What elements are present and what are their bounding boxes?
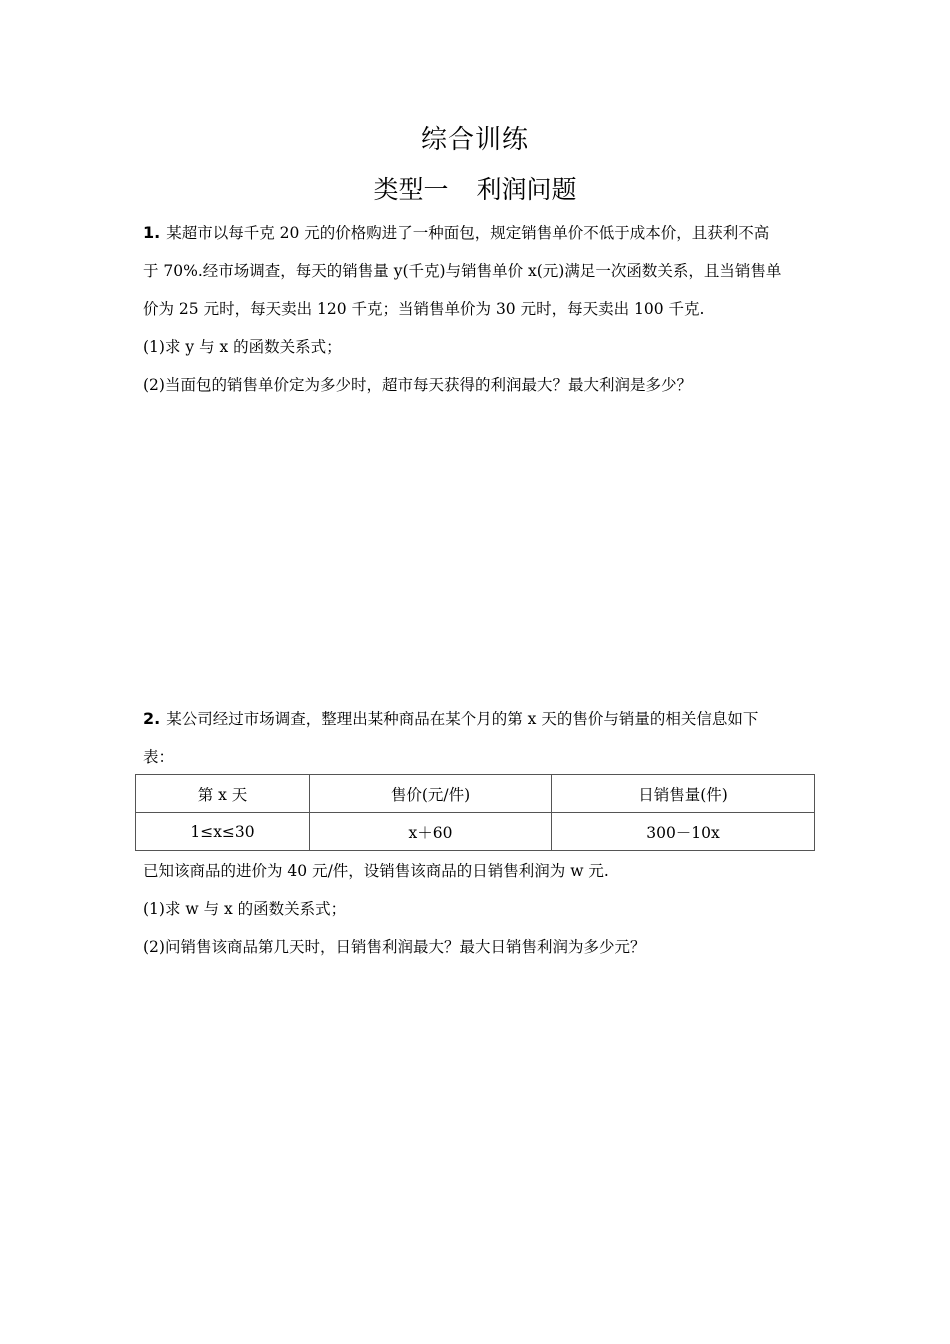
problem1-line2: 于 70%.经市场调查，每天的销售量 y(千克)与销售单价 x(元)满足一次函数关系，且当销售单 [143, 262, 782, 280]
problem1-number: 1. [143, 223, 161, 242]
section-title [0, 172, 950, 208]
problem2-given: 已知该商品的进价为 40 元/件，设销售该商品的日销售利润为 w 元. [143, 862, 609, 880]
problem2-line2: 表： [143, 748, 175, 766]
problem2-number: 2. [143, 709, 161, 728]
problem1-line3: 价为 25 元时，每天卖出 120 千克；当销售单价为 30 元时，每天卖出 100 千克. [143, 300, 705, 318]
table-cell: x＋60 [310, 813, 552, 851]
problem1-question1: (1)求 y 与 x 的函数关系式； [143, 338, 342, 356]
problem1-line1 [143, 223, 769, 243]
section-topic-label: 利润问题 [476, 175, 577, 204]
table-cell: 1≤x≤30 [136, 813, 310, 851]
table-header-row [136, 775, 815, 813]
problem2-question2: (2)问销售该商品第几天时，日销售利润最大？最大日销售利润为多少元？ [143, 938, 646, 956]
page-title: 综合训练 [420, 125, 529, 155]
table-header-cell: 售价(元/件) [310, 775, 552, 813]
problem1-text-1: 某超市以每千克 20 元的价格购进了一种面包，规定销售单价不低于成本价，且获利不高 [166, 224, 770, 242]
problem2-text-1: 某公司经过市场调查，整理出某种商品在某个月的第 x 天的售价与销量的相关信息如下 [166, 710, 759, 728]
table-header-cell: 日销售量(件) [552, 775, 815, 813]
problem1-question2: (2)当面包的销售单价定为多少时，超市每天获得的利润最大？最大利润是多少？ [143, 376, 692, 394]
table-header-cell: 第 x 天 [136, 775, 310, 813]
table-cell: 300－10x [552, 813, 815, 851]
section-type-label: 类型一 [373, 175, 449, 204]
problem2-question1: (1)求 w 与 x 的函数关系式； [143, 900, 347, 918]
table-row [136, 813, 815, 851]
problem2-line1 [143, 709, 758, 729]
price-sales-table [135, 774, 815, 851]
